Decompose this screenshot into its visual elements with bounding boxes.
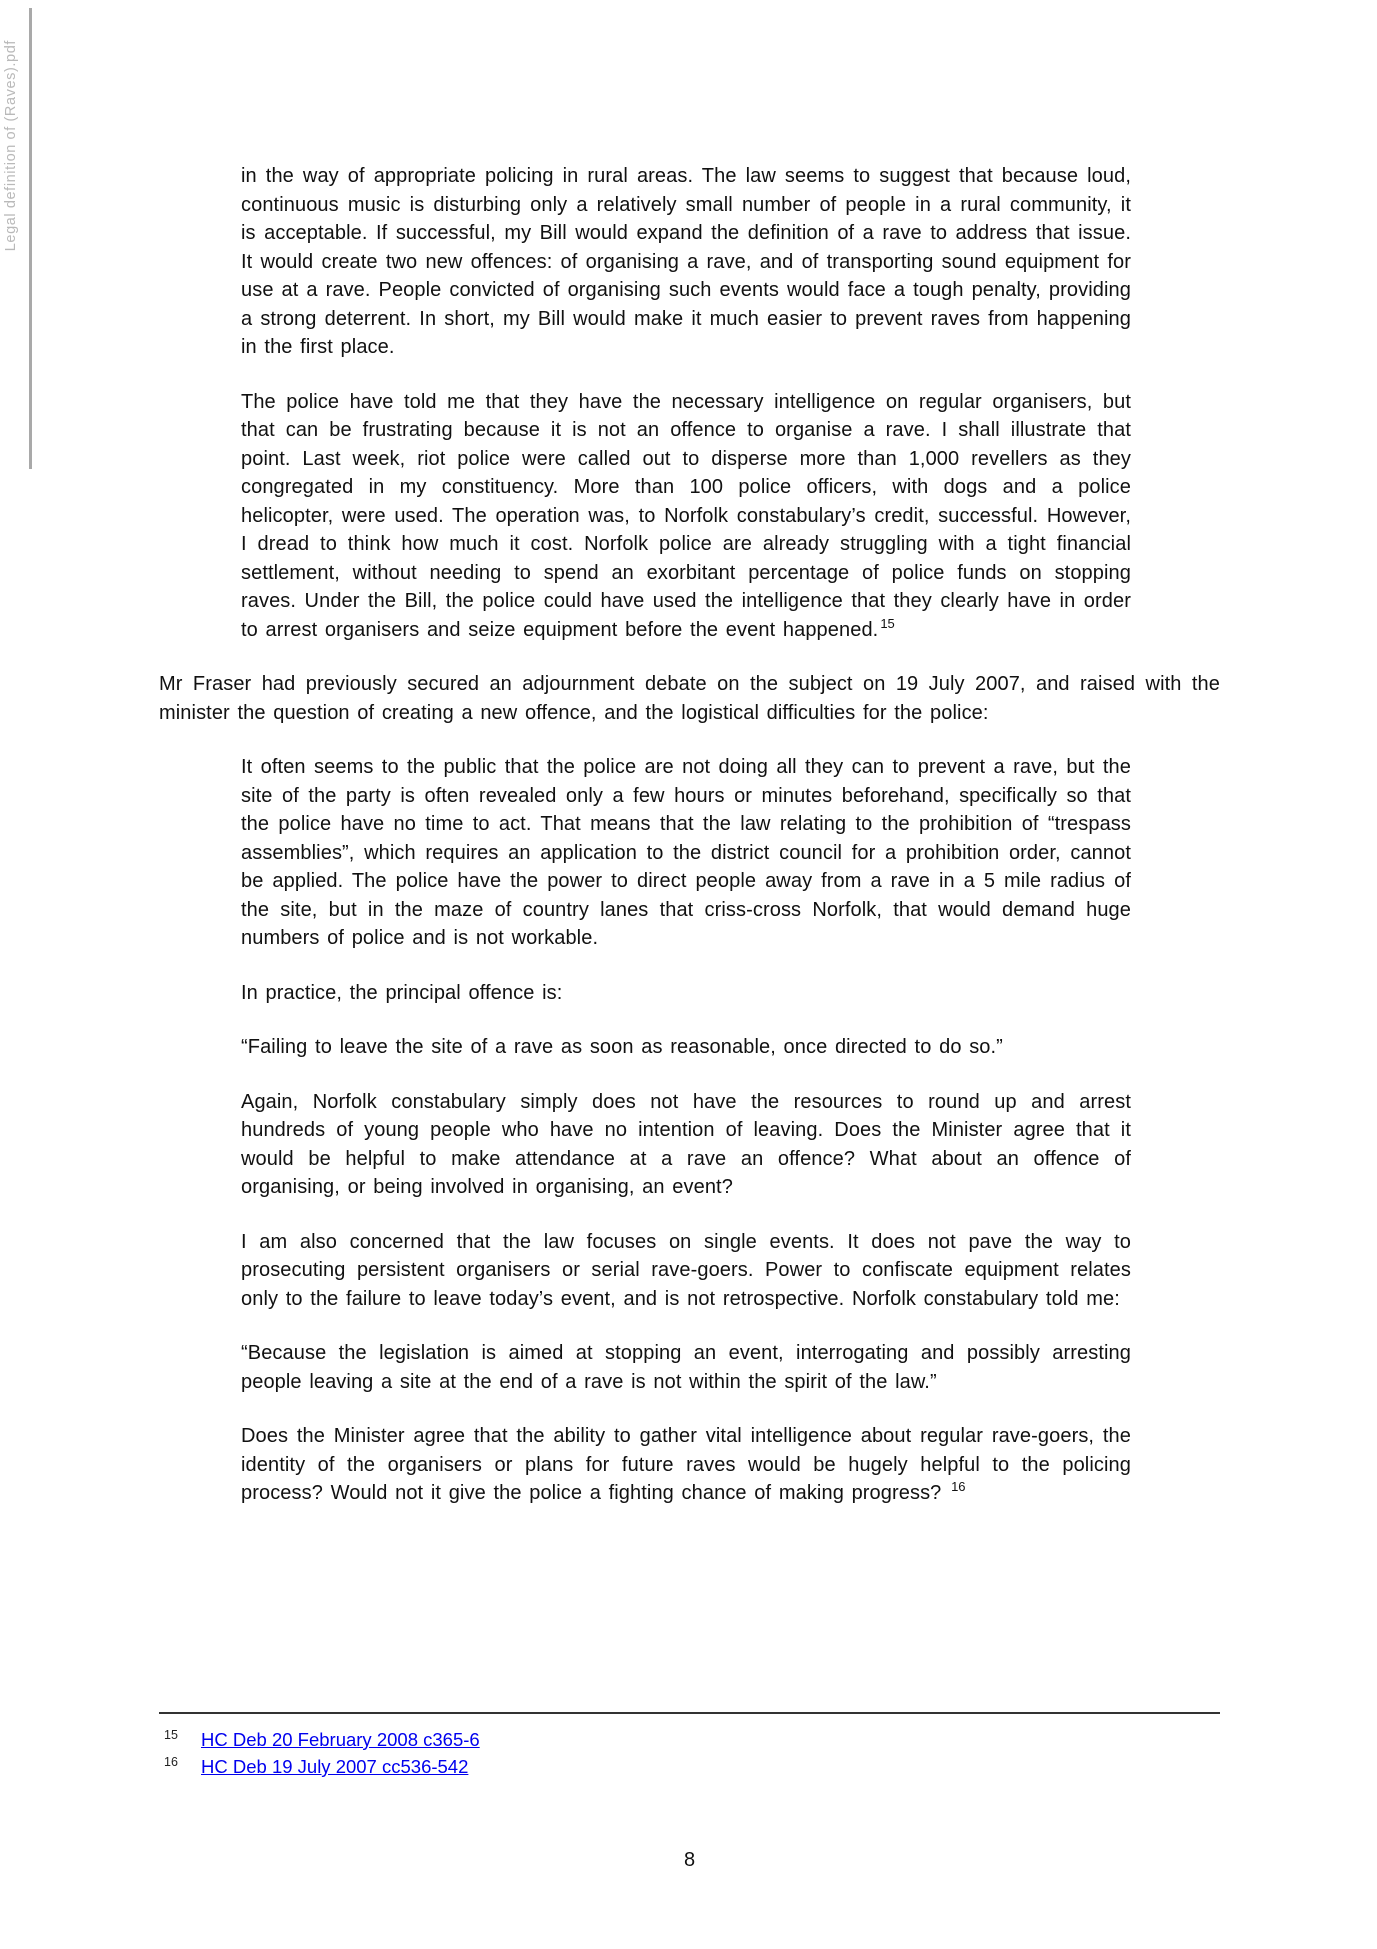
- quote-paragraph-4: In practice, the principal offence is:: [241, 981, 563, 1004]
- footnote-ref-16: 16: [951, 1479, 966, 1495]
- quote-paragraph-3: It often seems to the public that the police are not doing all they can to prevent a rave, but the site of the party is often revealed only a few hours or minutes beforehand, specifically so that the police have no time to act. That means that the law relating to the prohibition of “trespass assemblies”, which requires an application to the district council for a prohibition order, cannot be applied. The police have the power to direct people away from a rave in a 5 mile radius of the site, but in the maze of country lanes that criss-cross Norfolk, that would demand huge numbers of police and is not workable.: [241, 756, 1131, 949]
- quote-paragraph-6: Again, Norfolk constabulary simply does not have the resources to round up and arrest hundreds of young people who have no intention of leaving. Does the Minister agree that it would be helpful to make attendance at a rave an offence? What about an offence of organising, or being involved in organising, an event?: [241, 1090, 1131, 1198]
- body-paragraph-fraser: Mr Fraser had previously secured an adjournment debate on the subject on 19 July 2007, and raised with the minister the question of creating a new offence, and the logistical difficulties for the police:: [159, 673, 1220, 724]
- pdf-filename-label: Legal definition of (Raves).pdf: [3, 40, 19, 252]
- quote-paragraph-9-text: Does the Minister agree that the ability to gather vital intelligence about regular rave-goers, the identity of the organisers or plans for future raves would be hugely helpful to the policing process? Would not it give the police a fighting chance of making progress?: [241, 1425, 1131, 1504]
- footnote-item-15: $^{15}$ HC Deb 20 February 2008 c365-6: [164, 1727, 480, 1750]
- footnote-link-16[interactable]: HC Deb 19 July 2007 cc536-542: [201, 1756, 469, 1777]
- quote-paragraph-2-text: The police have told me that they have the necessary intelligence on regular organisers, but that can be frustrating because it is not an offence to organise a rave. I shall illustrate that point. Last week, riot police were called out to disperse more than 1,000 revellers as they congregated in my constituency. More than 100 police officers, with dogs and a police helicopter, were used. The operation was, to Norfolk constabulary’s credit, successful. However, I dread to think how much it cost. Norfolk police are already struggling with a tight financial settlement, without needing to spend an exorbitant percentage of police funds on stopping raves. Under the Bill, the police could have used the intelligence that they clearly have in order to arrest organisers and seize equipment before the event happened.: [241, 390, 1131, 641]
- quote-paragraph-1: in the way of appropriate policing in rural areas. The law seems to suggest that because loud, continuous music is disturbing only a relatively small number of people in a rural community, it is acceptable. If successful, my Bill would expand the definition of a rave to address that issue. It would create two new offences: of organising a rave, and of transporting sound equipment for use at a rave. People convicted of organising such events would face a tough penalty, providing a strong deterrent. In short, my Bill would make it much easier to prevent raves from happening in the first place.: [241, 165, 1131, 358]
- quote-paragraph-5: “Failing to leave the site of a rave as soon as reasonable, once directed to do so.”: [241, 1036, 1003, 1058]
- quote-block-b: [241, 753, 1131, 1508]
- quote-paragraph-7: I am also concerned that the law focuses on single events. It does not pave the way to prosecuting persistent organisers or serial rave-goers. Power to confiscate equipment relates only to the failure to leave today’s event, and is not retrospective. Norfolk constabulary told me:: [241, 1230, 1131, 1310]
- document-page: [159, 162, 1220, 1534]
- quote-paragraph-2: [241, 388, 1131, 645]
- footnote-area: [159, 1712, 1220, 1780]
- quote-block-a: [241, 162, 1131, 644]
- quote-paragraph-9: [241, 1422, 1131, 1508]
- footnote-item-16: $^{16}$ HC Deb 19 July 2007 cc536-542: [164, 1754, 469, 1777]
- page-number: 8: [683, 1849, 696, 1871]
- quote-paragraph-8: “Because the legislation is aimed at stopping an event, interrogating and possibly arresting people leaving a site at the end of a rave is not within the spirit of the law.”: [241, 1342, 1131, 1393]
- footnote-link-15[interactable]: HC Deb 20 February 2008 c365-6: [201, 1729, 480, 1750]
- footnote-ref-15: 15: [880, 615, 895, 631]
- sidebar-divider-line: [29, 8, 32, 469]
- footnote-rule: [159, 1712, 1220, 1714]
